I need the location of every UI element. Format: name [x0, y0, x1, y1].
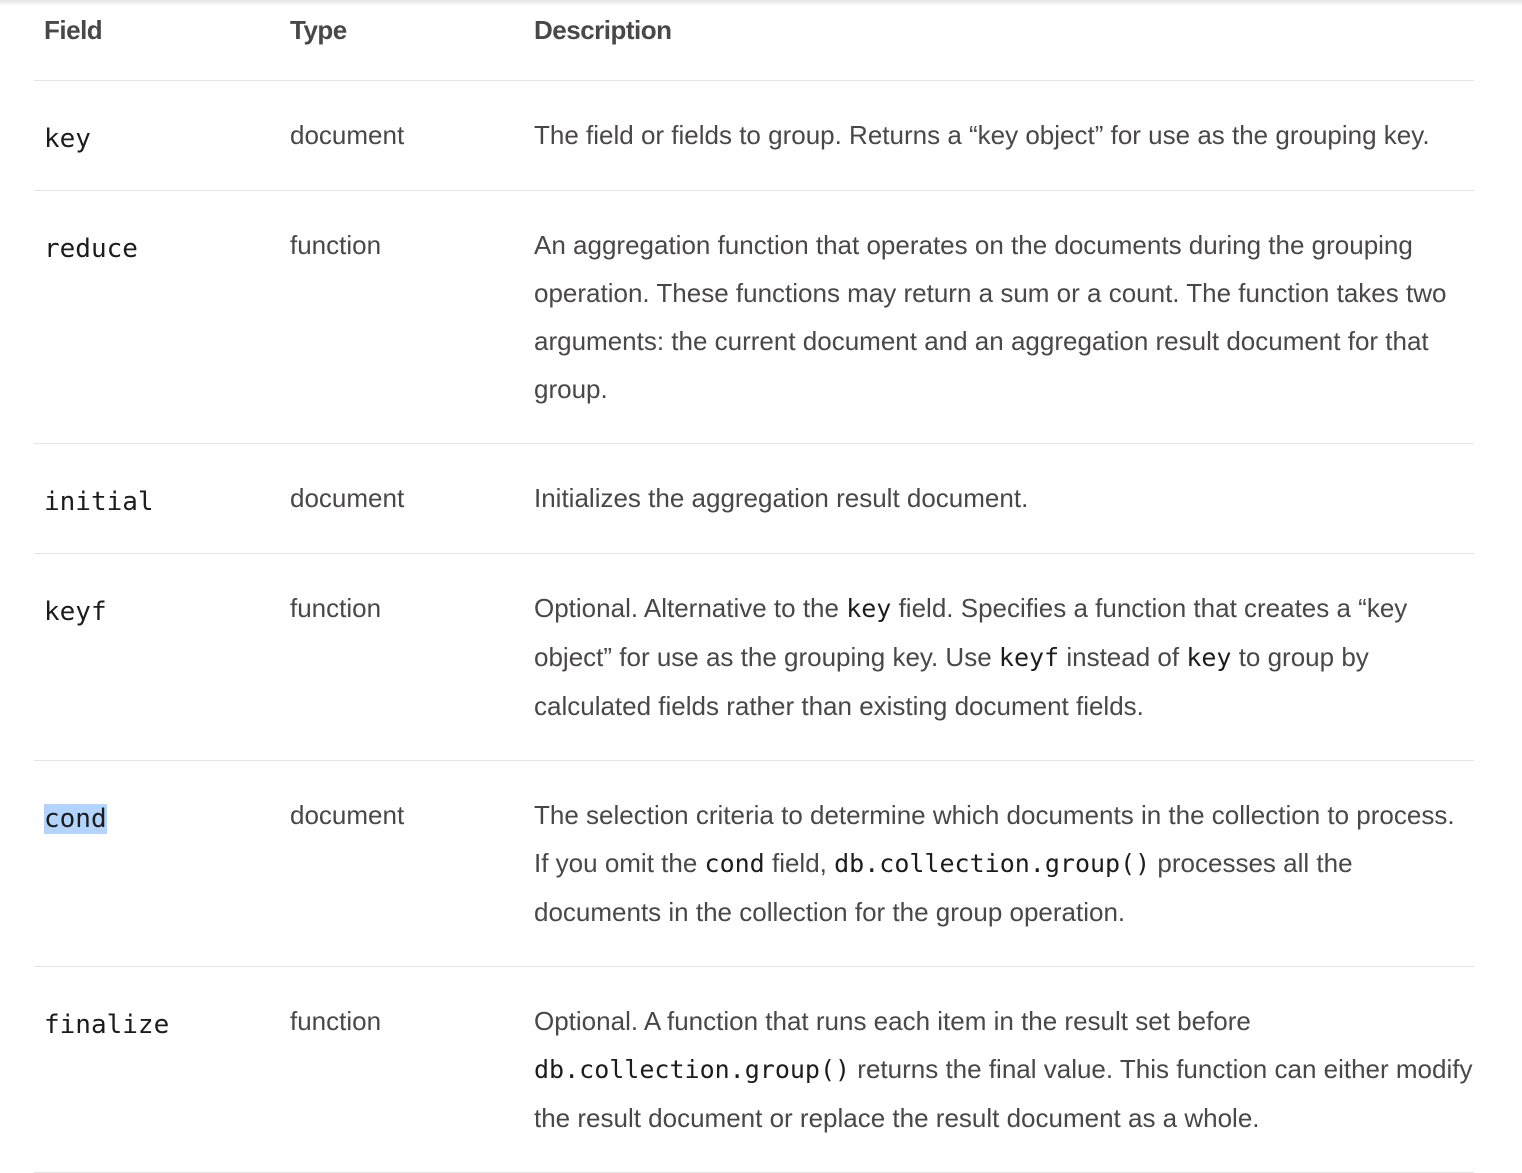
table-row	[34, 190, 1474, 443]
table-row	[34, 760, 1474, 966]
field-cell	[34, 80, 280, 190]
field-name[interactable]: keyf	[44, 596, 107, 627]
field-cell	[34, 443, 280, 553]
type-cell	[280, 760, 524, 966]
description-text: processes all the documents in the collection for the group operation.	[534, 847, 1353, 927]
field-type: function	[290, 1005, 382, 1036]
description-text: The selection criteria to determine which documents in the collection to process. If you omit the	[534, 799, 1455, 878]
type-cell	[280, 443, 524, 553]
field-name-selected[interactable]: cond	[44, 803, 107, 834]
table-body	[34, 80, 1474, 1172]
field-type: document	[290, 482, 405, 513]
description-cell	[524, 80, 1474, 190]
field-cell	[34, 553, 280, 760]
type-cell	[280, 553, 524, 760]
description-text: returns the final value. This function can either modify the result document or replace the result document as a whole.	[534, 1053, 1473, 1133]
description-text: field,	[764, 847, 835, 878]
header-type: Type	[280, 0, 524, 80]
field-type: document	[290, 119, 405, 150]
description-text: An aggregation function that operates on the documents during the grouping operation. These functions may return a sum or a count. The function takes two arguments: the current document and an aggregation result document for that group.	[534, 229, 1447, 404]
field-type: function	[290, 229, 382, 260]
description-text: instead of	[1059, 641, 1187, 672]
fields-table	[34, 0, 1474, 1173]
field-name[interactable]: key	[44, 123, 91, 154]
table-row	[34, 443, 1474, 553]
type-cell	[280, 966, 524, 1172]
field-name[interactable]: initial	[44, 486, 154, 517]
table-row	[34, 80, 1474, 190]
inline-code: db.collection.group()	[834, 848, 1151, 878]
description-cell	[524, 443, 1474, 553]
field-name[interactable]: finalize	[44, 1009, 170, 1040]
inline-code: key	[1186, 642, 1232, 672]
field-name[interactable]: reduce	[44, 233, 138, 264]
header-description: Description	[524, 0, 1474, 80]
description-text: to group by calculated fields rather than existing document fields.	[534, 641, 1369, 721]
description-cell	[524, 966, 1474, 1172]
description-cell	[524, 190, 1474, 443]
inline-code: cond	[704, 848, 765, 878]
field-cell	[34, 190, 280, 443]
description-text: Initializes the aggregation result document.	[534, 482, 1029, 513]
type-cell	[280, 190, 524, 443]
table-row	[34, 553, 1474, 760]
table-row	[34, 966, 1474, 1172]
field-type: function	[290, 592, 382, 623]
description-cell	[524, 553, 1474, 760]
table-header-row	[34, 0, 1474, 80]
description-cell	[524, 760, 1474, 966]
description-text: Optional. A function that runs each item in the result set before	[534, 1005, 1251, 1036]
inline-code: db.collection.group()	[534, 1054, 851, 1084]
field-cell	[34, 966, 280, 1172]
header-field: Field	[34, 0, 280, 80]
field-type: document	[290, 799, 405, 830]
description-text: field. Specifies a function that creates a “key object” for use as the grouping key. Use	[534, 592, 1408, 672]
inline-code: keyf	[998, 642, 1060, 672]
inline-code: key	[846, 593, 892, 623]
description-text: Optional. Alternative to the	[534, 592, 847, 623]
field-cell	[34, 760, 280, 966]
type-cell	[280, 80, 524, 190]
description-text: The field or fields to group. Returns a “key object” for use as the grouping key.	[534, 119, 1430, 150]
